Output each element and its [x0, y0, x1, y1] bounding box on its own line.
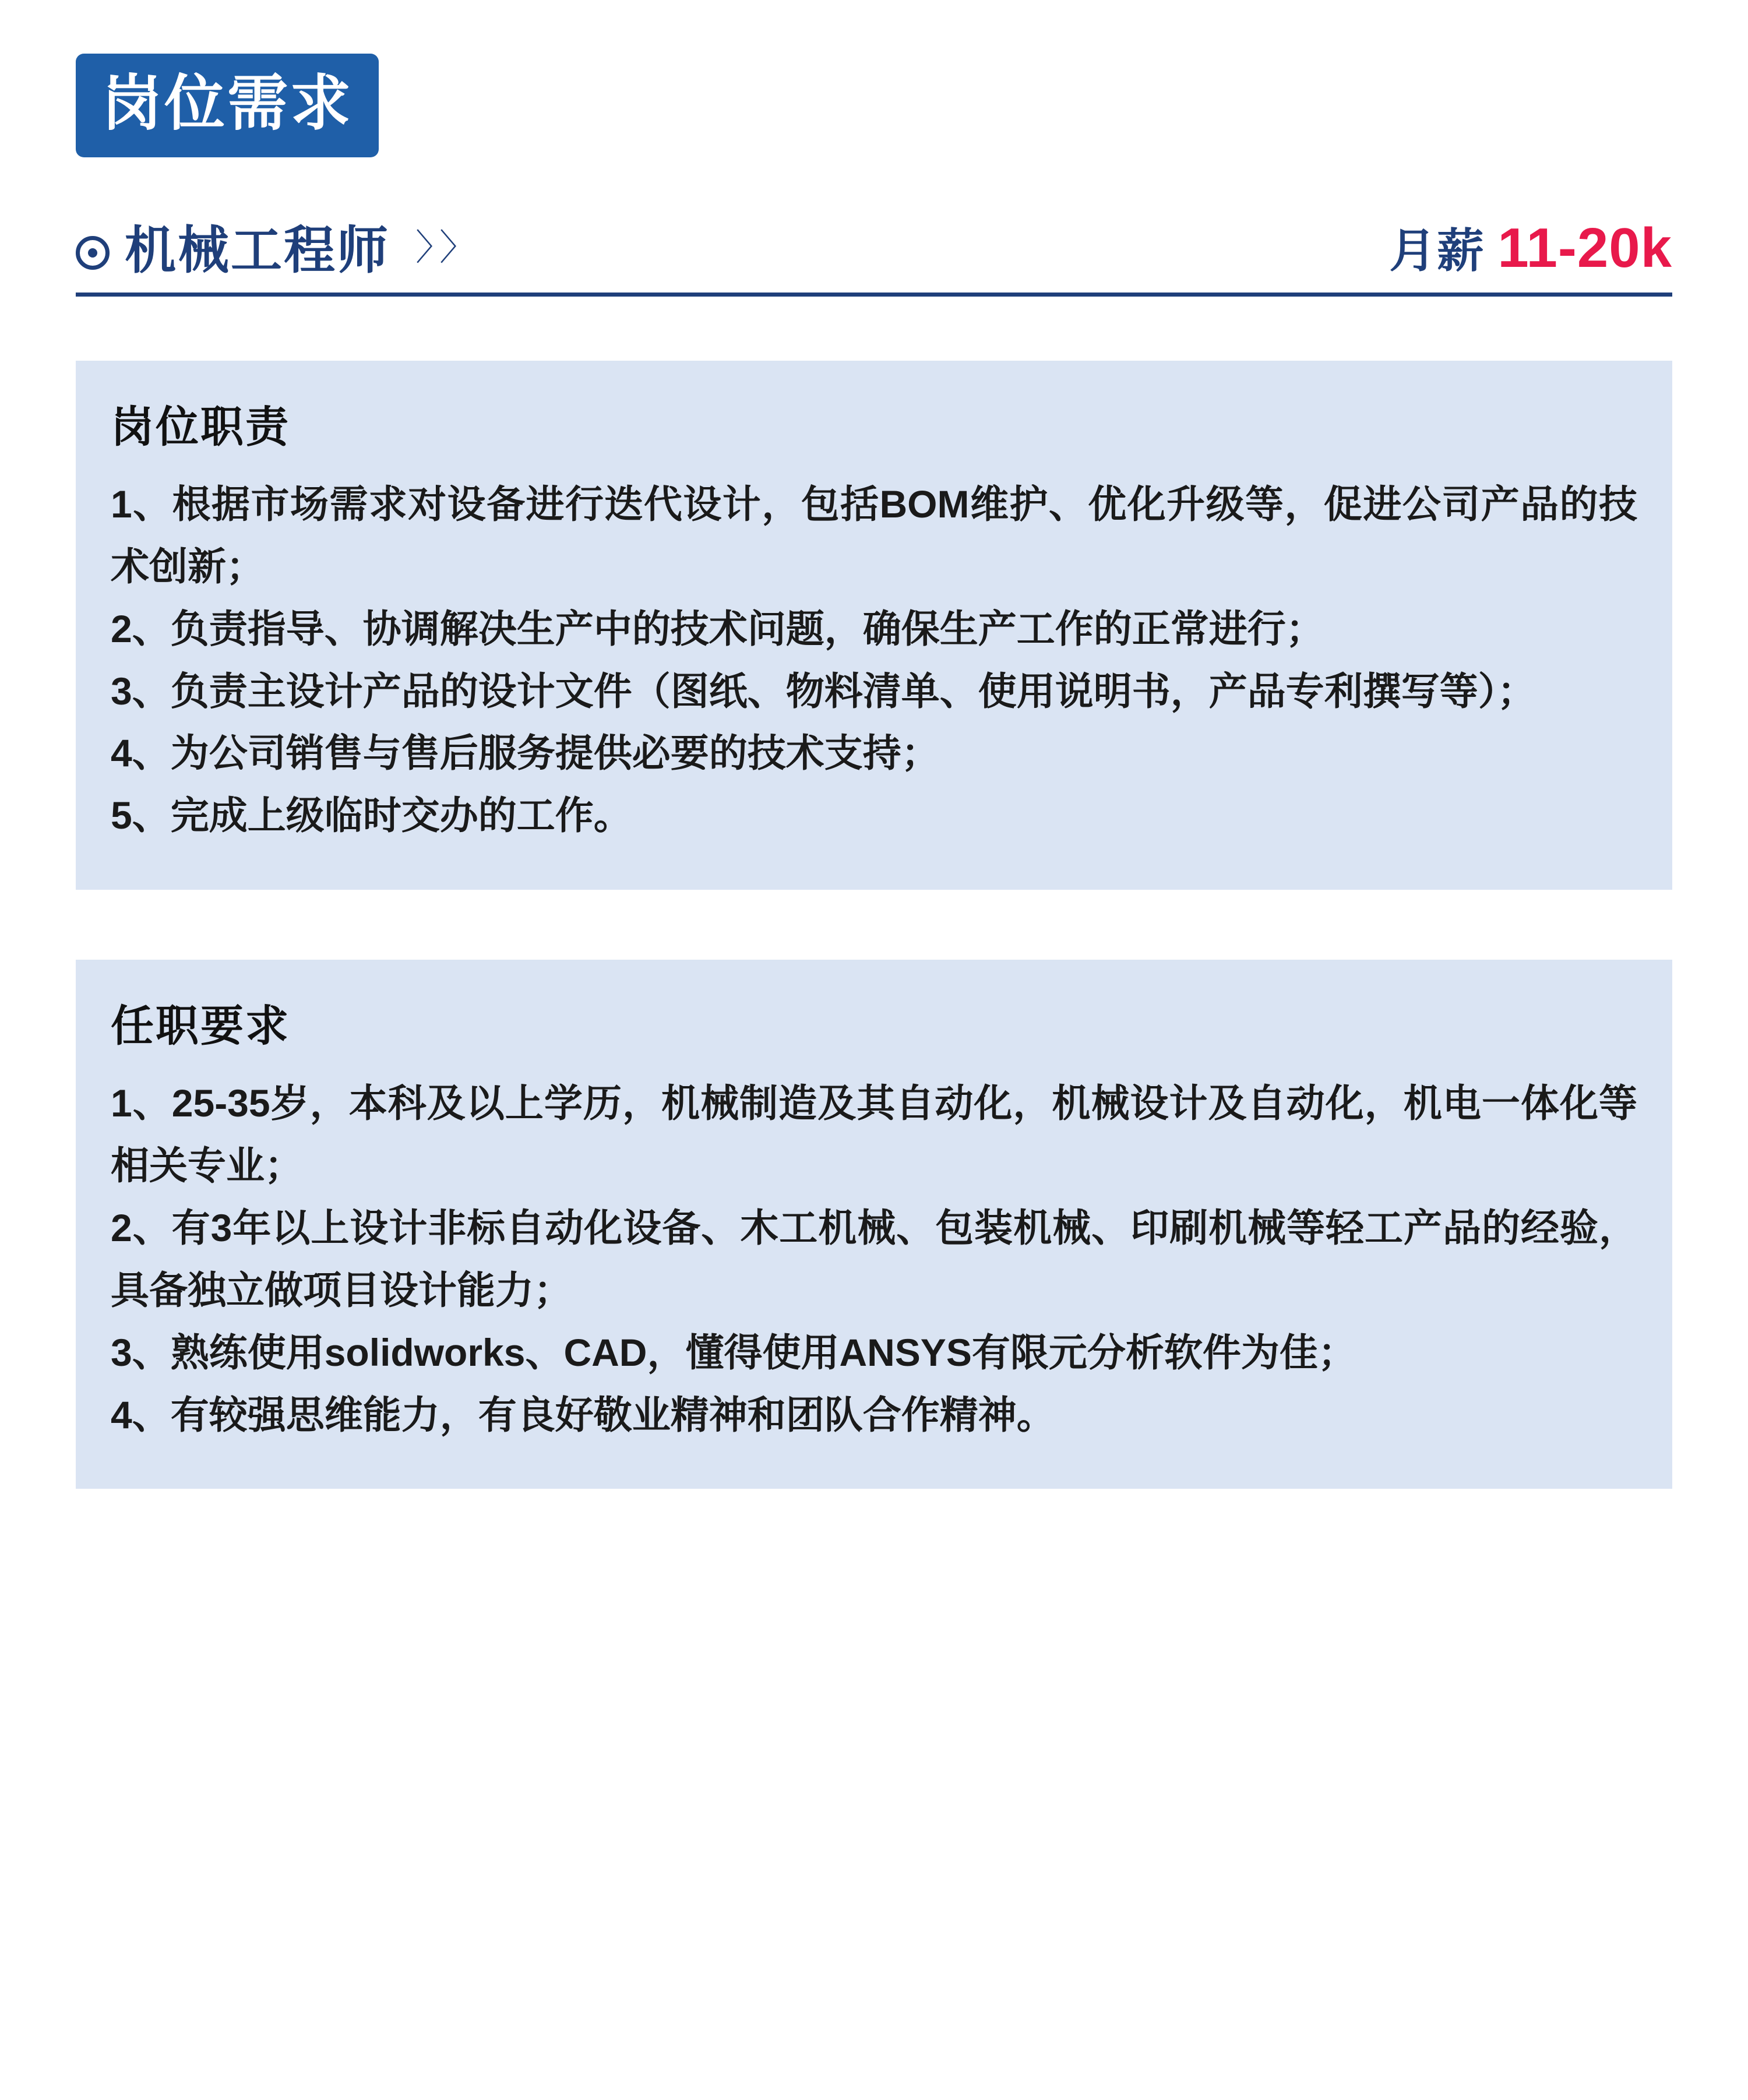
section-badge-wrapper: [76, 0, 1672, 157]
requirements-item: 2、有3年以上设计非标自动化设备、木工机械、包装机械、印刷机械等轻工产品的经验，具备独立做项目设计能力；: [111, 1206, 1637, 1312]
responsibilities-item: 2、负责指导、协调解决生产中的技术问题，确保生产工作的正常进行；: [111, 607, 1324, 650]
salary-label: 月薪: [1389, 225, 1485, 277]
section-badge: 岗位需求: [76, 54, 379, 157]
chevron-right-icon: 〉〉: [415, 228, 482, 268]
job-header: [76, 217, 1672, 297]
responsibilities-block: [76, 361, 1672, 890]
responsibilities-item: 1、根据市场需求对设备进行迭代设计，包括BOM维护、优化升级等，促进公司产品的技术创新；: [111, 482, 1637, 588]
salary-group: [1389, 217, 1672, 279]
ring-bullet-icon: [76, 236, 110, 270]
responsibilities-item: 5、完成上级临时交办的工作。: [111, 794, 632, 837]
responsibilities-title: 岗位职责: [111, 403, 290, 451]
job-title-group: [76, 221, 482, 279]
responsibilities-item: 3、负责主设计产品的设计文件（图纸、物料清单、使用说明书，产品专利撰写等）；: [111, 669, 1536, 713]
requirements-item: 1、25-35岁，本科及以上学历，机械制造及其自动化，机械设计及自动化，机电一体化等相关专业；: [111, 1081, 1637, 1187]
requirements-title: 任职要求: [111, 1002, 290, 1051]
salary-value: 11-20k: [1497, 217, 1672, 279]
job-title: 机械工程师: [125, 221, 390, 279]
requirements-item: 3、熟练使用solidworks、CAD，懂得使用ANSYS有限元分析软件为佳；: [111, 1330, 1356, 1374]
requirements-item: 4、有较强思维能力，有良好敬业精神和团队合作精神。: [111, 1393, 1055, 1436]
requirements-block: [76, 960, 1672, 1489]
responsibilities-item: 4、为公司销售与售后服务提供必要的技术支持；: [111, 731, 940, 775]
